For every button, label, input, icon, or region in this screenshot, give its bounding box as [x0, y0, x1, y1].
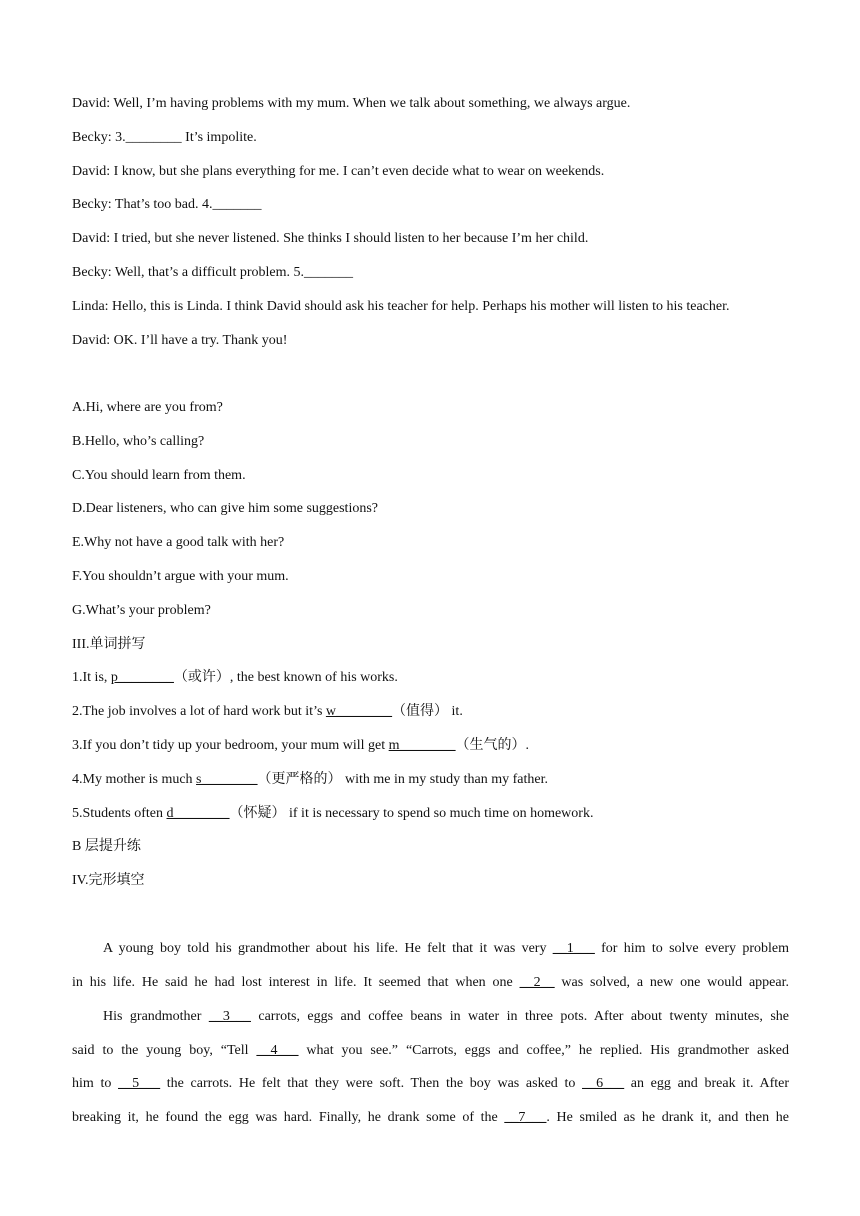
cloze-line: A young boy told his grandmother about his life. He felt that it was very __1___ for him to solve every problem [103, 941, 790, 956]
dialogue-line: David: OK. I’ll have a try. Thank you! [72, 333, 288, 348]
cloze-line: in his life. He said he had lost interest in life. It seemed that when one __2__ was solved, a new one would appear. [72, 975, 790, 990]
option-item: C.You should learn from them. [72, 468, 246, 483]
dialogue-line: Becky: That’s too bad. 4._______ [72, 197, 262, 212]
option-item: B.Hello, who’s calling? [72, 434, 205, 449]
cloze-blank: __6___ [582, 1076, 625, 1091]
cloze-blank: __3___ [208, 1009, 251, 1024]
cloze-blank: __1___ [552, 941, 595, 956]
cloze-line: breaking it, he found the egg was hard. Finally, he drank some of the __7___. He smiled as he drank it, and then he [72, 1110, 789, 1125]
answer-blank: m________ [388, 738, 456, 753]
spelling-item: 2.The job involves a lot of hard work but it’s w________（值得） it. [72, 704, 463, 719]
dialogue-line: David: Well, I’m having problems with my mum. When we talk about something, we always argue. [72, 96, 631, 111]
dialogue-line: David: I tried, but she never listened. She thinks I should listen to her because I’m her child. [72, 231, 589, 246]
spelling-item: 1.It is, p________（或许）, the best known of his works. [72, 670, 398, 685]
cloze-blank: __4___ [256, 1043, 299, 1058]
dialogue-line: David: I know, but she plans everything for me. I can’t even decide what to wear on weekends. [72, 164, 605, 179]
option-item: D.Dear listeners, who can give him some suggestions? [72, 501, 378, 516]
dialogue-line: Becky: Well, that’s a difficult problem. 5._______ [72, 265, 354, 280]
option-item: A.Hi, where are you from? [72, 400, 223, 415]
answer-blank: s________ [196, 772, 258, 787]
cloze-line: His grandmother __3___ carrots, eggs and coffee beans in water in three pots. After about twenty minutes, she [103, 1009, 789, 1024]
dialogue-line: Linda: Hello, this is Linda. I think David should ask his teacher for help. Perhaps his mother will listen to his teacher. [72, 299, 730, 314]
option-item: E.Why not have a good talk with her? [72, 535, 285, 550]
spelling-item: 5.Students often d________（怀疑） if it is necessary to spend so much time on homework. [72, 806, 594, 821]
spelling-item: 3.If you don’t tidy up your bedroom, your mum will get m________（生气的）. [72, 738, 530, 753]
section-heading: IV.完形填空 [72, 873, 145, 888]
dialogue-line: Becky: 3.________ It’s impolite. [72, 130, 257, 145]
option-item: F.You shouldn’t argue with your mum. [72, 569, 289, 584]
answer-blank: w________ [325, 704, 393, 719]
section-heading: III.单词拼写 [72, 637, 146, 652]
cloze-line: said to the young boy, “Tell __4___ what you see.” “Carrots, eggs and coffee,” he replied. His grandmother asked [72, 1043, 789, 1058]
cloze-line: him to __5___ the carrots. He felt that they were soft. Then the boy was asked to __6___ an egg and break it. After [72, 1076, 790, 1091]
level-heading: B 层提升练 [72, 839, 141, 854]
answer-blank: p________ [110, 670, 174, 685]
cloze-blank: __5___ [118, 1076, 161, 1091]
spelling-item: 4.My mother is much s________（更严格的） with me in my study than my father. [72, 772, 548, 787]
answer-blank: d________ [166, 806, 230, 821]
option-item: G.What’s your problem? [72, 603, 211, 618]
cloze-blank: __7___ [504, 1110, 547, 1125]
cloze-blank: __2__ [519, 975, 555, 990]
